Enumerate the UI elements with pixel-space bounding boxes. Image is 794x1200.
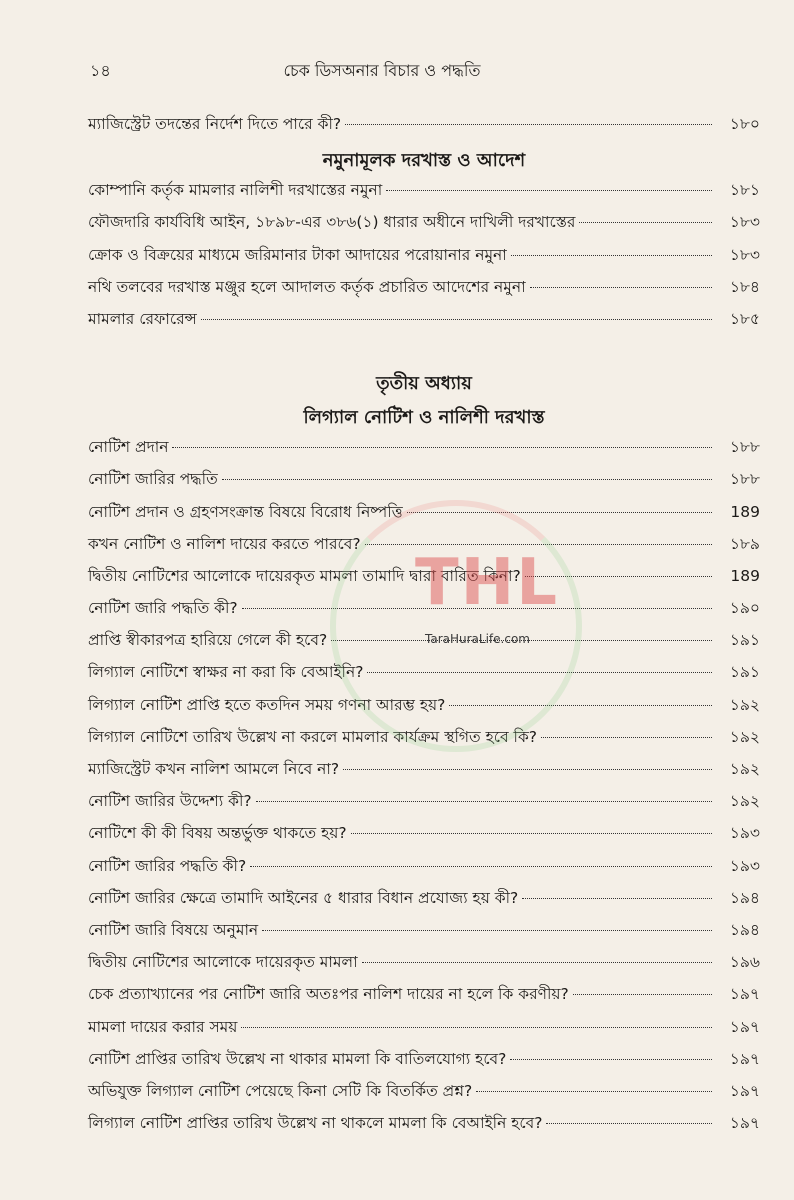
- toc-entry-page: ১৮৯: [729, 534, 760, 553]
- toc-entry-text: নোটিশ জারি বিষয়ে অনুমান: [88, 920, 259, 939]
- toc-entry-text: অভিযুক্ত লিগ্যাল নোটিশ পেয়েছে কিনা সেটি কি বিতর্কিত প্রশ্ন?: [88, 1081, 473, 1100]
- toc-entry-text: ফৌজদারি কার্যবিধি আইন, ১৮৯৮-এর ৩৮৬(১) ধারার অধীনে দাখিলী দরখাস্তের: [88, 213, 576, 232]
- toc-entry: [88, 307, 760, 339]
- toc-entry-text: নথি তলবের দরখাস্ত মঞ্জুর হলে আদালত কর্তৃক প্রচারিত আদেশের নমুনা: [88, 277, 526, 296]
- toc-entries-chapter: [88, 435, 760, 1143]
- toc-entry-page: ১৯২: [729, 695, 760, 714]
- dot-leader: [573, 994, 712, 995]
- toc-entry: [88, 918, 760, 950]
- toc-entry-text: লিগ্যাল নোটিশে তারিখ উল্লেখ না করলে মামলার কার্যক্রম স্থগিত হবে কি?: [88, 727, 538, 746]
- dot-leader: [343, 769, 712, 770]
- toc-entry-page: ১৯৩: [729, 856, 760, 875]
- dot-leader: [367, 672, 712, 673]
- toc-entry-page: ১৯৪: [729, 920, 760, 939]
- toc-entry-page: ১৯৬: [729, 953, 760, 972]
- toc-entry-text: নোটিশ প্রদান ও গ্রহণসংক্রান্ত বিষয়ে বিরোধ নিষ্পত্তি: [88, 502, 403, 521]
- toc-entry: [88, 275, 760, 307]
- toc-entry-text: নোটিশ প্রাপ্তির তারিখ উল্লেখ না থাকার মামলা কি বাতিলযোগ্য হবে?: [88, 1049, 507, 1068]
- toc-entry-page: ১৯২: [729, 760, 760, 778]
- dot-leader: [522, 898, 712, 899]
- toc-entry: [88, 854, 760, 886]
- table-of-contents: [88, 112, 760, 1143]
- toc-entry: [88, 532, 760, 564]
- dot-leader: [256, 801, 712, 802]
- toc-entry-page: ১৯০: [729, 599, 760, 618]
- toc-entry: [88, 1079, 760, 1111]
- toc-entry-text: নোটিশ জারির পদ্ধতি কী?: [88, 856, 247, 875]
- dot-leader: [172, 447, 712, 448]
- dot-leader: [222, 479, 712, 480]
- toc-entry-page: ১৮১: [729, 181, 760, 200]
- chapter-subtitle: লিগ্যাল নোটিশ ও নালিশী দরখাস্ত: [303, 407, 545, 429]
- toc-entry: [88, 500, 760, 532]
- toc-entry-text: লিগ্যাল নোটিশ প্রাপ্তির তারিখ উল্লেখ না থাকলে মামলা কি বেআইনি হবে?: [88, 1114, 543, 1133]
- toc-entry-text: কখন নোটিশ ও নালিশ দায়ের করতে পারবে?: [88, 534, 361, 553]
- section-heading: নমুনামূলক দরখাস্ত ও আদেশ: [322, 150, 526, 172]
- dot-leader: [351, 833, 712, 834]
- toc-entry-page: ১৮৪: [729, 277, 760, 296]
- toc-entry-text: চেক প্রত্যাখ্যানের পর নোটিশ জারি অতঃপর নালিশ দায়ের না হলে কি করণীয়?: [88, 985, 569, 1004]
- dot-leader: [386, 190, 712, 191]
- toc-entry-page: ১৮৩: [729, 245, 760, 264]
- toc-entry-text: লিগ্যাল নোটিশ প্রাপ্তি হতে কতদিন সময় গণনা আরম্ভ হয়?: [88, 695, 446, 714]
- toc-entry: [88, 596, 760, 628]
- dot-leader: [365, 544, 712, 545]
- toc-entry-text: মামলা দায়ের করার সময়: [88, 1017, 238, 1036]
- toc-entry-page: 189: [730, 502, 760, 521]
- toc-entry: [88, 725, 760, 757]
- toc-entry-text: নোটিশ প্রদান: [88, 438, 169, 457]
- dot-leader: [449, 705, 712, 706]
- toc-entry-page: ১৮০: [729, 115, 760, 133]
- dot-leader: [541, 737, 712, 738]
- toc-entry-page: ১৯৭: [729, 1049, 760, 1068]
- toc-entry-page: ১৯৭: [729, 1114, 760, 1133]
- toc-entry-text: নোটিশ জারির উদ্দেশ্য কী?: [88, 792, 252, 811]
- dot-leader: [362, 962, 712, 963]
- toc-entries-section1: [88, 178, 760, 339]
- toc-entry: [88, 467, 760, 499]
- book-title: চেক ডিসঅনার বিচার ও পদ্ধতি: [283, 61, 481, 80]
- toc-entry-page: ১৮৮: [729, 438, 760, 457]
- toc-entry-text: দ্বিতীয় নোটিশের আলোকে দায়েরকৃত মামলা: [88, 953, 358, 972]
- toc-entry-text: নোটিশ জারির ক্ষেত্রে তামাদি আইনের ৫ ধারার বিধান প্রযোজ্য হয় কী?: [88, 888, 519, 907]
- dot-leader: [546, 1123, 712, 1124]
- dot-leader: [331, 640, 712, 641]
- toc-entry-text: নোটিশ জারি পদ্ধতি কী?: [88, 599, 238, 618]
- toc-entry: [88, 693, 760, 725]
- toc-entry-text: ম্যাজিস্ট্রেট কখন নালিশ আমলে নিবে না?: [88, 760, 340, 778]
- watermark-logo: THL: [415, 546, 559, 620]
- toc-entry-text: কোম্পানি কর্তৃক মামলার নালিশী দরখাস্তের নমুনা: [88, 181, 383, 200]
- toc-entry: [88, 821, 760, 853]
- toc-entry: [88, 886, 760, 918]
- dot-leader: [476, 1091, 712, 1092]
- toc-entry: [88, 757, 760, 789]
- dot-leader: [241, 1027, 712, 1028]
- toc-entry-text: দ্বিতীয় নোটিশের আলোকে দায়েরকৃত মামলা তামাদি দ্বারা বারিত কিনা?: [88, 566, 521, 585]
- toc-entry: [88, 178, 760, 210]
- toc-entry-page: ১৮৮: [729, 470, 760, 489]
- toc-entry-text: লিগ্যাল নোটিশে স্বাক্ষর না করা কি বেআইনি?: [88, 663, 364, 682]
- toc-entry-page: ১৯১: [729, 663, 760, 682]
- dot-leader: [262, 930, 712, 931]
- toc-entry: [88, 435, 760, 467]
- dot-leader: [250, 866, 712, 867]
- toc-entry-page: 189: [730, 566, 760, 585]
- toc-entry-text: নোটিশ জারির পদ্ধতি: [88, 470, 218, 489]
- dot-leader: [242, 608, 712, 609]
- toc-entry: [88, 210, 760, 242]
- toc-entry-text: নোটিশে কী কী বিষয় অন্তর্ভুক্ত থাকতে হয়?: [88, 824, 347, 843]
- dot-leader: [407, 512, 712, 513]
- page-number: ১৪: [90, 61, 111, 80]
- dot-leader: [525, 576, 712, 577]
- toc-entry: [88, 1111, 760, 1143]
- toc-entry-page: ১৯৭: [729, 985, 760, 1004]
- watermark-site: TaraHuraLife.com: [425, 632, 530, 646]
- toc-entry-page: ১৯৩: [729, 824, 760, 843]
- toc-entry-page: ১৯২: [729, 792, 760, 811]
- dot-leader: [201, 319, 712, 320]
- toc-entry-page: ১৮৩: [729, 213, 760, 232]
- toc-entry: [88, 789, 760, 821]
- dot-leader: [510, 1059, 712, 1060]
- dot-leader: [345, 124, 712, 125]
- toc-entry-page: ১৯৪: [729, 888, 760, 907]
- toc-entry: [88, 982, 760, 1014]
- toc-entry-page: ১৮৫: [729, 309, 760, 328]
- toc-entry-text: মামলার রেফারেন্স: [88, 309, 197, 328]
- toc-entry-text: ম্যাজিস্ট্রেট তদন্তের নির্দেশ দিতে পারে কী?: [88, 115, 342, 133]
- dot-leader: [579, 222, 712, 223]
- toc-entry-page: ১৯৭: [729, 1017, 760, 1036]
- toc-entry-text: প্রাপ্তি স্বীকারপত্র হারিয়ে গেলে কী হবে?: [88, 631, 328, 650]
- toc-entry-page: ১৯২: [729, 727, 760, 746]
- toc-entry: [88, 112, 760, 144]
- running-header: [90, 58, 734, 85]
- toc-entry-page: ১৯৭: [729, 1081, 760, 1100]
- toc-entry: [88, 564, 760, 596]
- toc-entry: [88, 1047, 760, 1079]
- dot-leader: [511, 255, 712, 256]
- chapter-title: তৃতীয় অধ্যায়: [376, 373, 472, 395]
- toc-entries-top: [88, 112, 760, 144]
- toc-entry: [88, 1015, 760, 1047]
- toc-entry: [88, 950, 760, 982]
- toc-entry-page: ১৯১: [729, 631, 760, 650]
- dot-leader: [530, 287, 712, 288]
- toc-entry: [88, 660, 760, 692]
- toc-entry-text: ক্রোক ও বিক্রয়ের মাধ্যমে জরিমানার টাকা আদায়ের পরোয়ানার নমুনা: [88, 245, 507, 264]
- toc-entry: [88, 243, 760, 275]
- toc-entry: [88, 628, 760, 660]
